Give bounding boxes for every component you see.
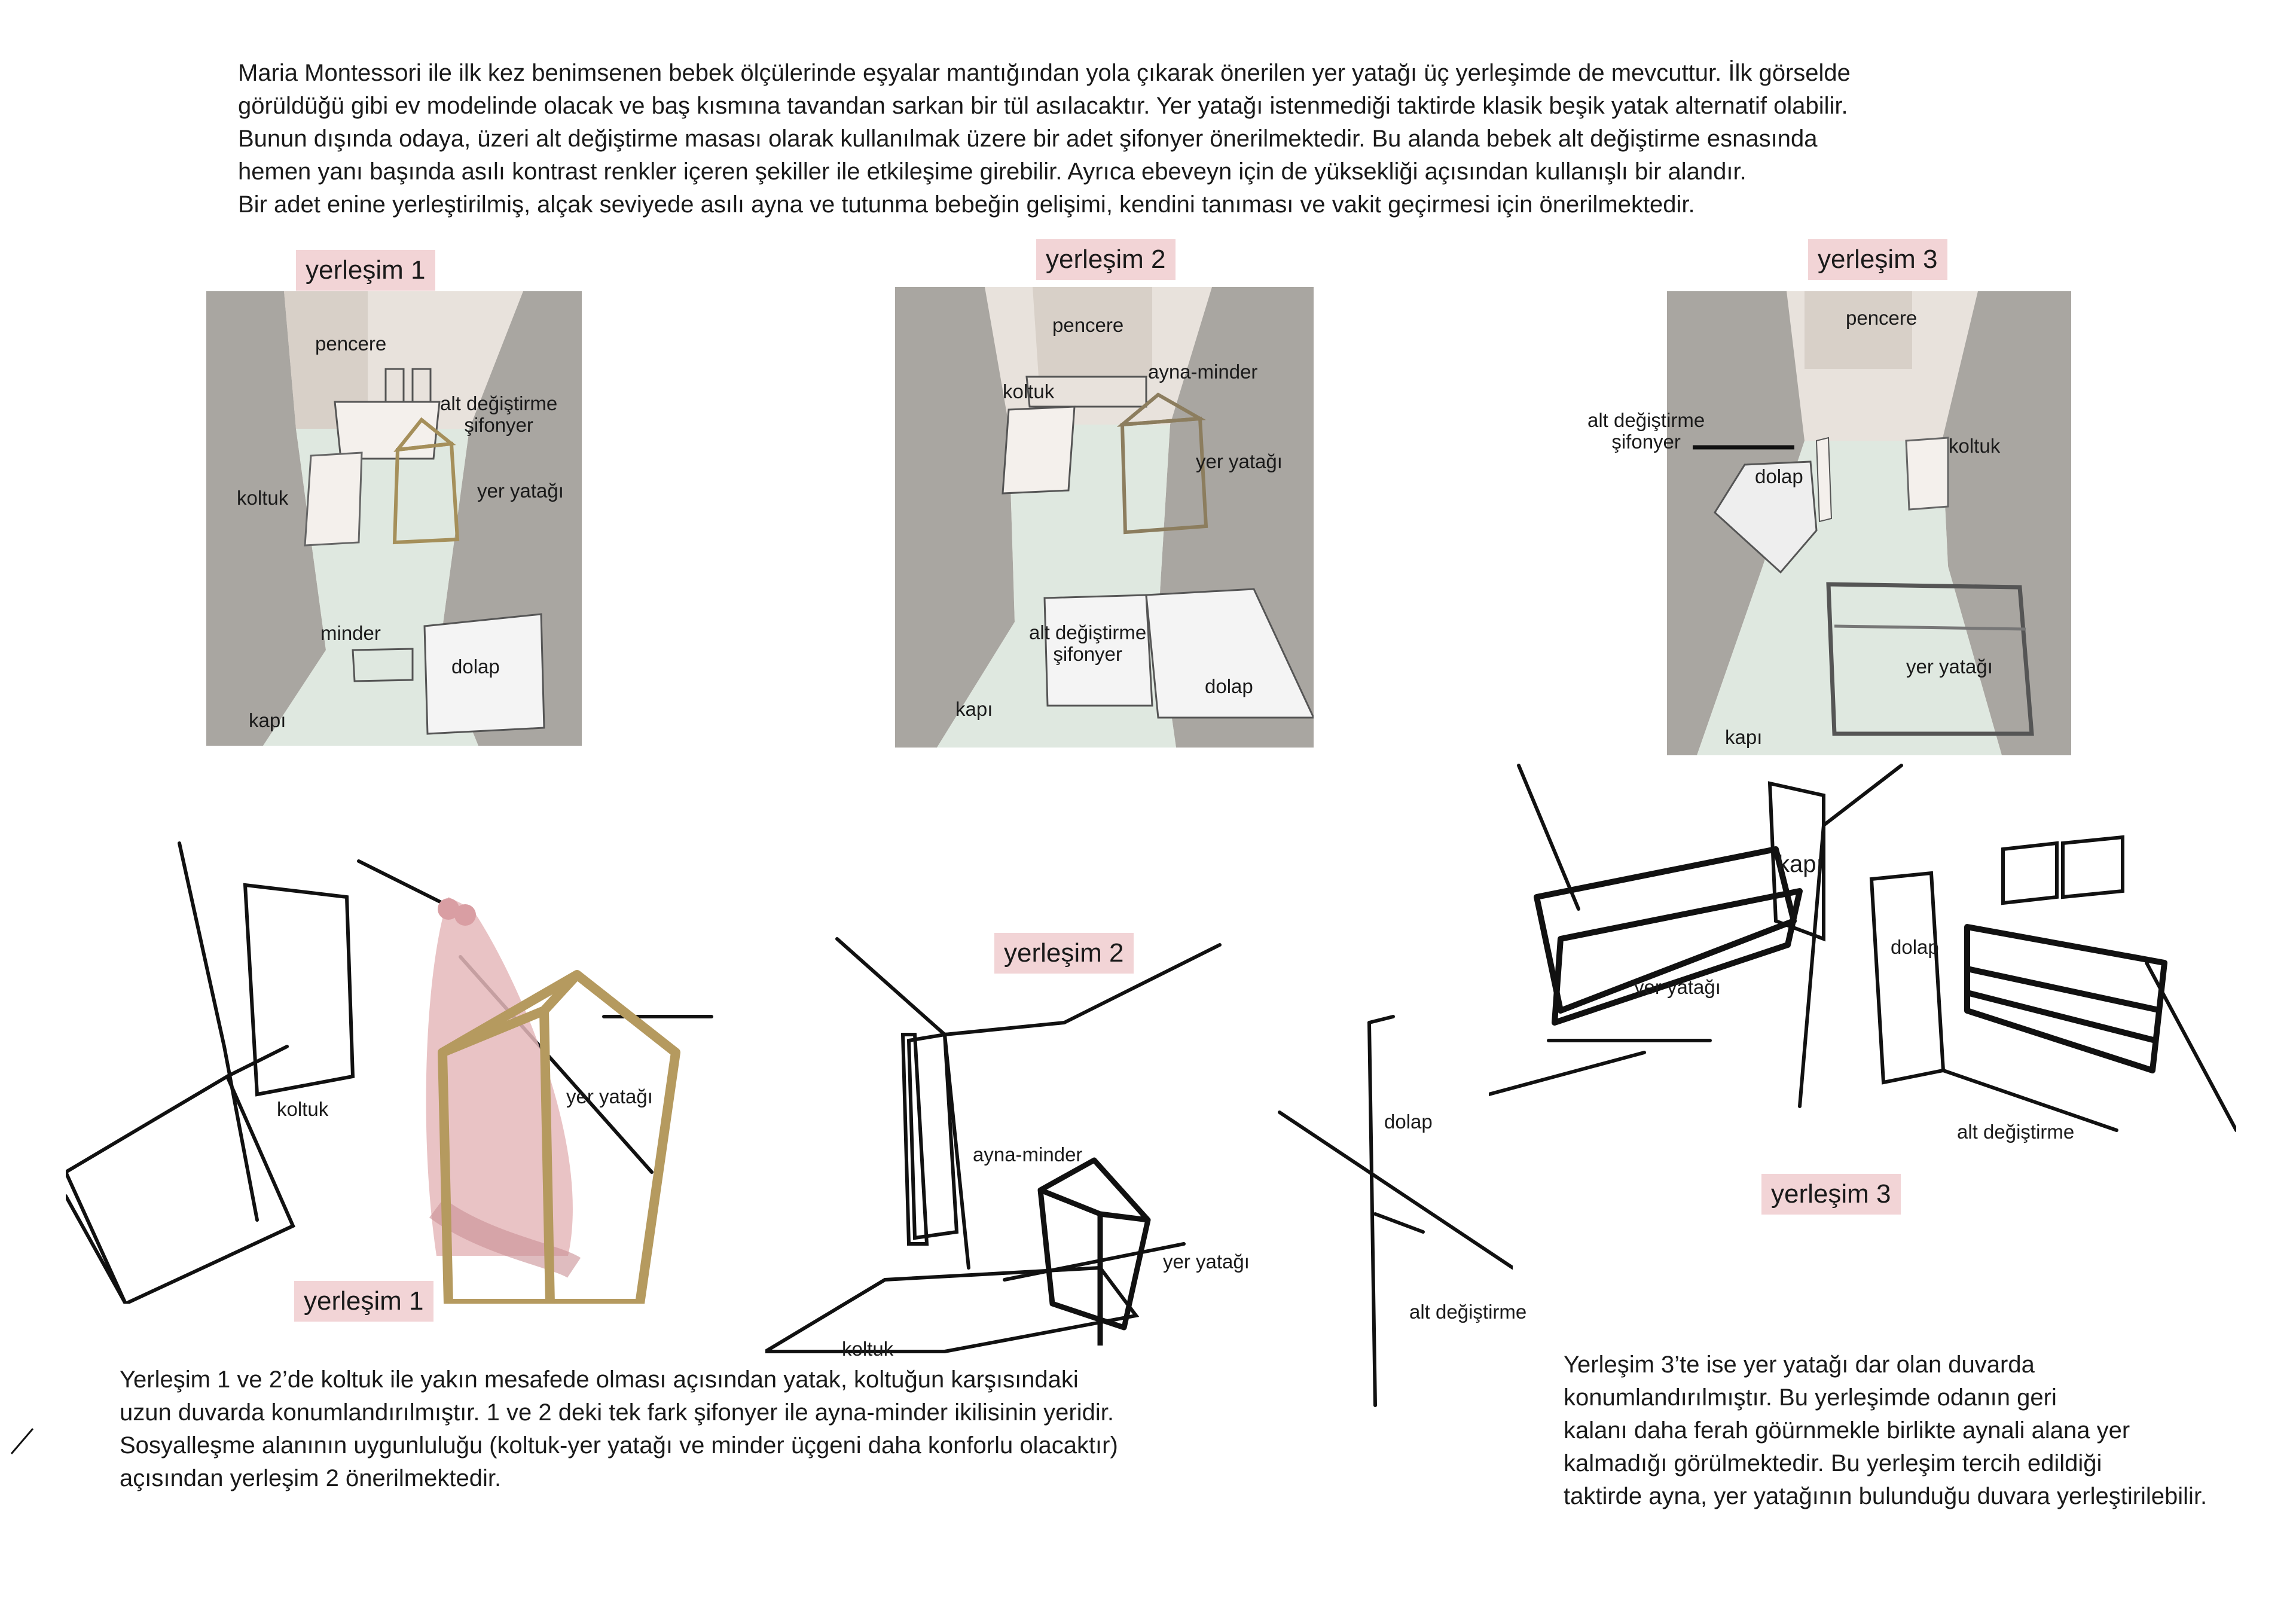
bottom-left-text (120, 1363, 1118, 1495)
bottom-left-line: Yerleşim 1 ve 2’de koltuk ile yakın mesafede olması açısından yatak, koltuğun karşısındaki (120, 1366, 1079, 1393)
sketch-1-label-bed: yer yatağı (566, 1085, 653, 1108)
sketch-3-label-bed: yer yatağı (1634, 976, 1721, 998)
intro-line: görüldüğü gibi ev modelinde olacak ve baş kısmına tavandan sarkan bir tül asılacaktır. Yer yatağı istenmediği taktirde klasik beşik yatak alternatif olabilir. (238, 93, 1848, 119)
sketch-2-tag: yerleşim 2 (994, 933, 1134, 974)
bottom-left-line: Sosyalleşme alanının uygunluluğu (koltuk-yer yatağı ve minder üçgeni daha konforlu olacaktır) (120, 1432, 1118, 1459)
plan-1-tag: yerleşim 1 (296, 250, 435, 291)
sketch-3-label-door: kapı (1778, 851, 1823, 877)
plan-2-label-mirror: ayna-minder (1148, 361, 1258, 383)
bottom-right-line: konumlandırılmıştır. Bu yerleşimde odanın geri (1564, 1384, 2057, 1411)
bottom-right-line: kalanı daha ferah göürnmekle birlikte aynali alana yer (1564, 1417, 2130, 1444)
plan-2-label-sofa: koltuk (1003, 380, 1055, 402)
sketch-3 (1489, 759, 2236, 1136)
bottom-right-line: taktirde ayna, yer yatağının bulunduğu duvara yerleştirilebilir. (1564, 1483, 2208, 1509)
plan-1-drawing (206, 291, 582, 746)
plan-3-label-door: kapı (1725, 726, 1763, 748)
bottom-right-line: kalmadığı görülmektedir. Bu yerleşim tercih edildiği (1564, 1450, 2102, 1476)
sketch-3-label-changer: alt değiştirme (1957, 1121, 2075, 1143)
sketch-1 (66, 837, 723, 1304)
plan-1-label-bed: yer yatağı (477, 480, 564, 502)
plan-3-drawing (1667, 291, 2071, 755)
sketch-3-label-wardrobe: dolap (1891, 936, 1939, 958)
bottom-left-line: açısından yerleşim 2 önerilmektedir. (120, 1465, 502, 1491)
bottom-left-line: uzun duvarda konumlandırılmıştır. 1 ve 2 deki tek fark şifonyer ile ayna-minder ikilisinin yeridir. (120, 1399, 1114, 1426)
plan-3-label-sofa: koltuk (1949, 435, 2001, 457)
plan-3-label-bed: yer yatağı (1906, 655, 1993, 678)
sketch-3-drawing (1489, 759, 2236, 1136)
plan-3-label-changer: alt değiştirme şifonyer (1587, 409, 1705, 453)
intro-line: Bir adet enine yerleştirilmiş, alçak seviyede asılı ayna ve tutunma bebeğin gelişimi, kendini tanıması ve vakit geçirmesi için önerilmektedir. (238, 191, 1695, 218)
intro-text (238, 57, 1851, 221)
plan-1-label-sofa: koltuk (237, 487, 289, 509)
bottom-right-line: Yerleşim 3’te ise yer yatağı dar olan duvarda (1564, 1352, 2035, 1378)
plan-2-label-bed: yer yatağı (1196, 450, 1283, 472)
plan-3-tag: yerleşim 3 (1808, 239, 1947, 280)
sketch-2-label-mirror: ayna-minder (973, 1143, 1083, 1166)
plan-2-label-door: kapı (955, 698, 993, 720)
plan-3-render (1667, 291, 2071, 755)
stray-stroke (9, 1426, 36, 1456)
plan-3-label-wardrobe: dolap (1755, 465, 1803, 487)
plan-1-label-changer: alt değiştirme şifonyer (440, 392, 558, 436)
plan-2-label-wardrobe: dolap (1205, 675, 1253, 697)
plan-1-label-wardrobe: dolap (451, 655, 500, 678)
bottom-right-text (1564, 1349, 2207, 1513)
sketch-1-drawing (66, 837, 723, 1304)
plan-2-label-window: pencere (1052, 314, 1124, 336)
sketch-3-tag: yerleşim 3 (1761, 1174, 1901, 1215)
plan-2-label-changer: alt değiştirme şifonyer (1029, 621, 1147, 665)
plan-2-tag: yerleşim 2 (1036, 239, 1176, 280)
intro-line: hemen yanı başında asılı kontrast renkler içeren şekiller ile etkileşime girebilir. Ayrıca ebeveyn için de yüksekliği açısından kullanışlı bir alandır. (238, 158, 1747, 185)
plan-1-label-door: kapı (249, 709, 286, 731)
plan-1-label-cushion: minder (320, 622, 381, 644)
intro-line: Bunun dışında odaya, üzeri alt değiştirme masası olarak kullanılmak üzere bir adet şifonyer önerilmektedir. Bu alanda bebek alt değiştirme esnasında (238, 126, 1818, 152)
plan-1-render (206, 291, 582, 746)
plan-3-label-window: pencere (1846, 307, 1918, 329)
sketch-2-label-changer: alt değiştirme (1409, 1301, 1527, 1323)
sketch-1-tag: yerleşim 1 (294, 1281, 433, 1322)
sketch-2-label-sofa: koltuk (842, 1338, 894, 1360)
plan-3-changer-pointer (1693, 444, 1794, 451)
sketch-1-label-sofa: koltuk (277, 1098, 329, 1120)
sketch-2-label-wardrobe: dolap (1384, 1111, 1433, 1133)
sketch-2-label-bed: yer yatağı (1163, 1250, 1250, 1273)
intro-line: Maria Montessori ile ilk kez benimsenen bebek ölçülerinde eşyalar mantığından yola çıkarak önerilen yer yatağı üç yerleşimde de mevcuttur. İlk görselde (238, 60, 1851, 86)
plan-1-label-window: pencere (315, 332, 387, 355)
